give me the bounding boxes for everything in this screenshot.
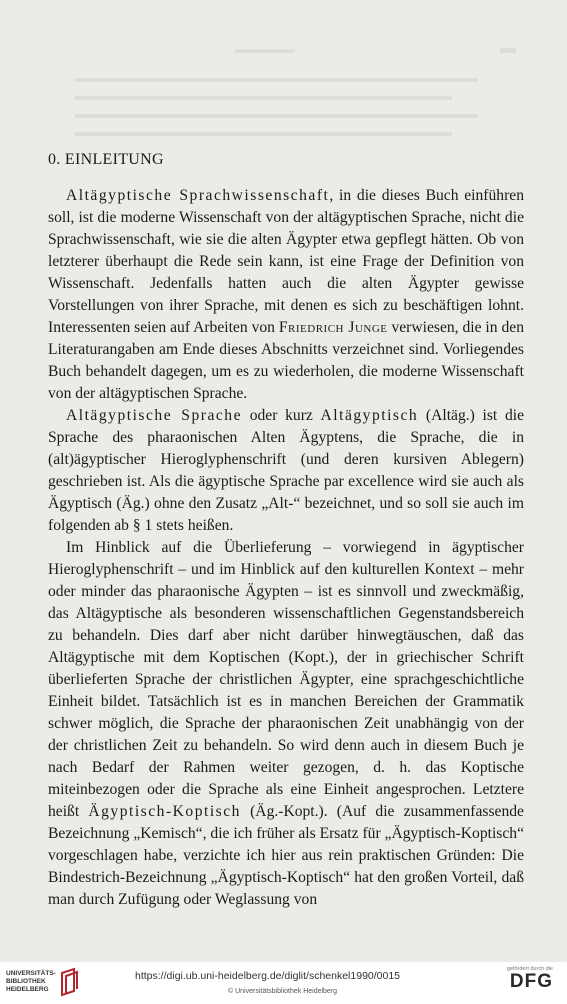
bleed-through-decoration: ▬▬▬▬▬▬▬▬▬▬▬▬▬▬▬▬▬▬▬▬▬▬▬▬▬▬▬▬▬▬▬ <box>75 106 478 121</box>
logo-line: HEIDELBERG <box>6 986 49 993</box>
paragraph-3 <box>48 537 524 911</box>
spaced-term: Altägyptische Sprache <box>66 407 243 424</box>
author-name: Friedrich Junge <box>278 319 388 336</box>
bleed-through-decoration: ▬▬▬▬▬▬▬▬▬▬▬▬▬▬▬▬▬▬▬▬▬▬▬▬▬▬▬▬▬ <box>75 124 452 139</box>
spaced-term: Ägyptisch-Koptisch <box>88 803 241 820</box>
spaced-term: Altägyptisch <box>320 407 419 424</box>
text-run: (Altäg.) ist die Sprache des pharaonischen Alten Ägyptens, die Sprache, die in (alt)ägyptischer Hieroglyphenschrift (und deren kursiven Ablegern) geschrieben ist. Als die ägyptische Sprache par excellence wird sie auch als Ägyptisch (Äg.) ohne den Zusatz „Alt-“ bezeichnet, und so soll sie auch im folgenden ab § 1 stets heißen. <box>48 407 524 534</box>
text-run: (Äg.-Kopt.). (Auf die zusammenfassende Bezeichnung „Kemisch“, die ich früher als Ersatz für „Ägyptisch-Koptisch“ vorgeschlagen habe, verzichte ich hier aus rein praktischen Gründen: Die Bindestrich-Bezeichnung „Ägyptisch-Koptisch“ hat den großen Vorteil, daß man durch Zufügung oder Weglassung von <box>48 803 524 908</box>
bleed-through-decoration: ▬▬▬▬▬▬▬▬▬▬▬▬▬▬▬▬▬▬▬▬▬▬▬▬▬▬▬▬▬▬▬ <box>75 70 478 85</box>
spaced-term: Altägyptische Sprachwissenschaft <box>66 187 330 204</box>
paragraph-1 <box>48 185 524 405</box>
viewer-footer <box>0 962 567 1004</box>
bleed-through-decoration: ▬▬▬▬▬▬▬▬▬▬▬▬▬▬▬▬▬▬▬▬▬▬▬▬▬▬▬▬▬ <box>75 88 452 103</box>
text-run: Im Hinblick auf die Überlieferung – vorwiegend in ägyptischer Hieroglyphenschrift – und im Hinblick auf den kulturellen Kontext – mehr oder minder das pharaonische Ägypten – ist es sinnvoll und zweckmäßig, das Altägyptische als besonderen wissenschaftlichen Gegenstandsbereich zu behandeln. Dies darf aber nicht darüber hinwegtäuschen, daß das Altägyptische mit dem Koptischen (Kopt.), der in griechischer Schrift überlieferten Sprache der christlichen Ägypter, eine sprachgeschichtliche Einheit bildet. Tatsächlich ist es in manchen Bereichen der Grammatik schwer möglich, die Sprache der pharaonischen Zeit unabhängig von der der christlichen Zeit zu behandeln. So wird denn auch in diesem Buch je nach Bedarf der Rahmen weiter gezogen, d. h. das Koptische miteinbezogen oder die Sprache als eine Einheit angesprochen. Letztere heißt <box>48 539 524 820</box>
permalink-url[interactable]: https://digi.ub.uni-heidelberg.de/diglit/schenkel1990/0015 <box>135 970 401 982</box>
dfg-logo <box>507 966 553 992</box>
logo-line: BIBLIOTHEK <box>6 978 46 985</box>
bleed-through-decoration: ▬ <box>500 40 516 57</box>
text-run: , in die dieses Buch einführen soll, ist die moderne Wissenschaft von der altägyptischen Sprache, nicht die Sprachwissenschaft, wie sie die alten Ägypter etwa gepflegt hätten. Ob von letzterer überhaupt die Rede sein kann, ist eine Frage der Definition von Wissenschaft. Jedenfalls hatten auch die alten Ägypter gewisse Vorstellungen von ihrer Sprache, mit denen es sich zu beschäftigen lohnt. Interessenten seien auf Arbeiten von <box>48 187 524 336</box>
library-logo-icon <box>58 967 80 997</box>
bleed-through-decoration: ▬▬▬▬▬ <box>235 42 295 56</box>
chapter-heading: 0. EINLEITUNG <box>48 151 164 168</box>
copyright-notice: © Universitätsbibliothek Heidelberg <box>228 988 338 995</box>
dfg-wordmark: DFG <box>509 971 553 992</box>
paragraph-2 <box>48 405 524 537</box>
dfg-caption: gefördert durch die <box>506 966 553 972</box>
text-run: verwiesen, die in den Literaturangaben am Ende dieses Abschnitts verzeichnet sind. Vorliegendes Buch behandelt dagegen, um es zu wiederholen, die moderne Wissenschaft von der altägyptischen Sprache. <box>48 319 524 402</box>
logo-line: UNIVERSITÄTS- <box>6 970 56 977</box>
library-logo-text <box>6 970 56 994</box>
body-text <box>48 185 524 911</box>
text-run: oder kurz <box>242 407 321 424</box>
